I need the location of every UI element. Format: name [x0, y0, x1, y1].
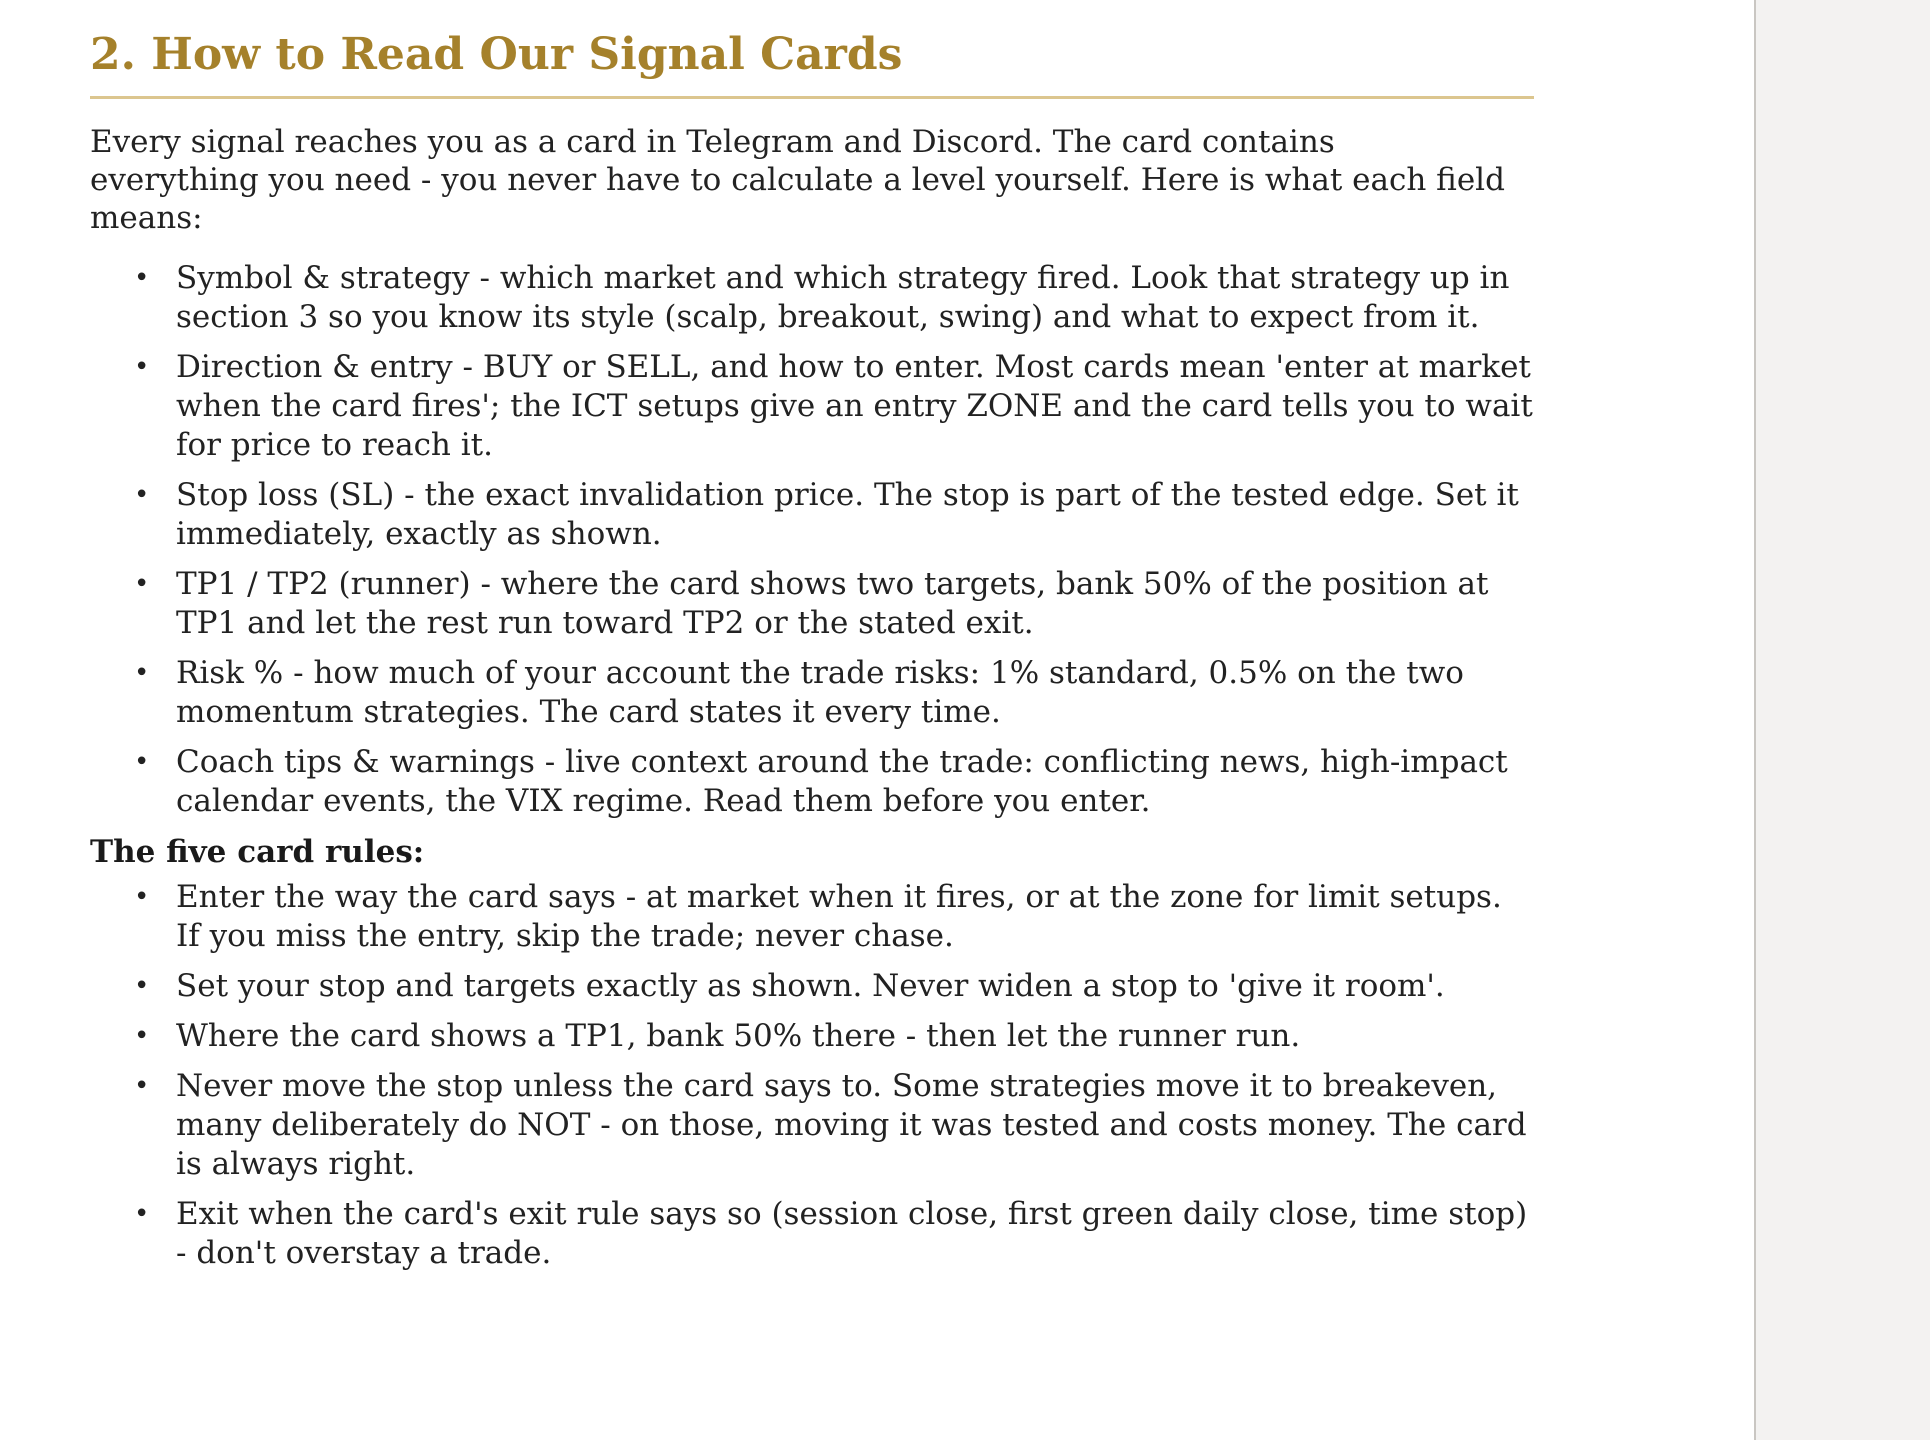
- list-item: [90, 654, 1534, 732]
- bullet-icon: •: [134, 1199, 150, 1229]
- bullet-icon: •: [134, 658, 150, 688]
- list-item-text: Risk % - how much of your account the trade risks: 1% standard, 0.5% on the two momentum strategies. The card states it every time.: [176, 655, 1464, 730]
- rules-heading: The five card rules:: [90, 834, 425, 870]
- intro-paragraph: Every signal reaches you as a card in Telegram and Discord. The card contains everything you need - you never have to calculate a level yourself. Here is what each field means:: [90, 124, 1505, 236]
- list-item: [90, 743, 1534, 821]
- bullet-icon: •: [134, 352, 150, 382]
- list-item-text: Direction & entry - BUY or SELL, and how to enter. Most cards mean 'enter at market when the card fires'; the ICT setups give an entry ZONE and the card tells you to wait for price to reach it.: [176, 349, 1533, 463]
- list-item-text: Stop loss (SL) - the exact invalidation price. The stop is part of the tested edge. Set it immediately, exactly as shown.: [176, 477, 1519, 552]
- list-item-text: Symbol & strategy - which market and which strategy fired. Look that strategy up in section 3 so you know its style (scalp, breakout, swing) and what to expect from it.: [176, 260, 1510, 335]
- list-item-text: Enter the way the card says - at market when it fires, or at the zone for limit setups. If you miss the entry, skip the trade; never chase.: [176, 879, 1502, 954]
- list-item: [90, 878, 1534, 956]
- card-rules-list: [90, 878, 1534, 1273]
- list-item-text: Where the card shows a TP1, bank 50% there - then let the runner run.: [176, 1018, 1301, 1054]
- list-item: [90, 476, 1534, 554]
- list-item: [90, 259, 1534, 337]
- list-item: [90, 1195, 1534, 1273]
- bullet-icon: •: [134, 971, 150, 1001]
- card-fields-list: [90, 259, 1534, 821]
- list-item: [90, 348, 1534, 465]
- bullet-icon: •: [134, 569, 150, 599]
- list-item-text: Set your stop and targets exactly as shown. Never widen a stop to 'give it room'.: [176, 968, 1445, 1004]
- bullet-icon: •: [134, 263, 150, 293]
- bullet-icon: •: [134, 1021, 150, 1051]
- list-item-text: Exit when the card's exit rule says so (session close, first green daily close, time stop) - don't overstay a trade.: [176, 1196, 1528, 1271]
- viewer-side-panel: [1754, 0, 1930, 1440]
- bullet-icon: •: [134, 747, 150, 777]
- bullet-icon: •: [134, 882, 150, 912]
- bullet-icon: •: [134, 480, 150, 510]
- list-item-text: Never move the stop unless the card says to. Some strategies move it to breakeven, many deliberately do NOT - on those, moving it was tested and costs money. The card is always right.: [176, 1068, 1527, 1182]
- list-item: [90, 565, 1534, 643]
- list-item: [90, 967, 1534, 1006]
- list-item-text: TP1 / TP2 (runner) - where the card shows two targets, bank 50% of the position at TP1 and let the rest run toward TP2 or the stated exit.: [176, 566, 1489, 641]
- list-item-text: Coach tips & warnings - live context around the trade: conflicting news, high-impact calendar events, the VIX regime. Read them before you enter.: [176, 744, 1508, 819]
- bullet-icon: •: [134, 1071, 150, 1101]
- list-item: [90, 1067, 1534, 1184]
- section-heading: 2. How to Read Our Signal Cards: [90, 26, 1534, 99]
- section-content: [90, 26, 1534, 1284]
- list-item: [90, 1017, 1534, 1056]
